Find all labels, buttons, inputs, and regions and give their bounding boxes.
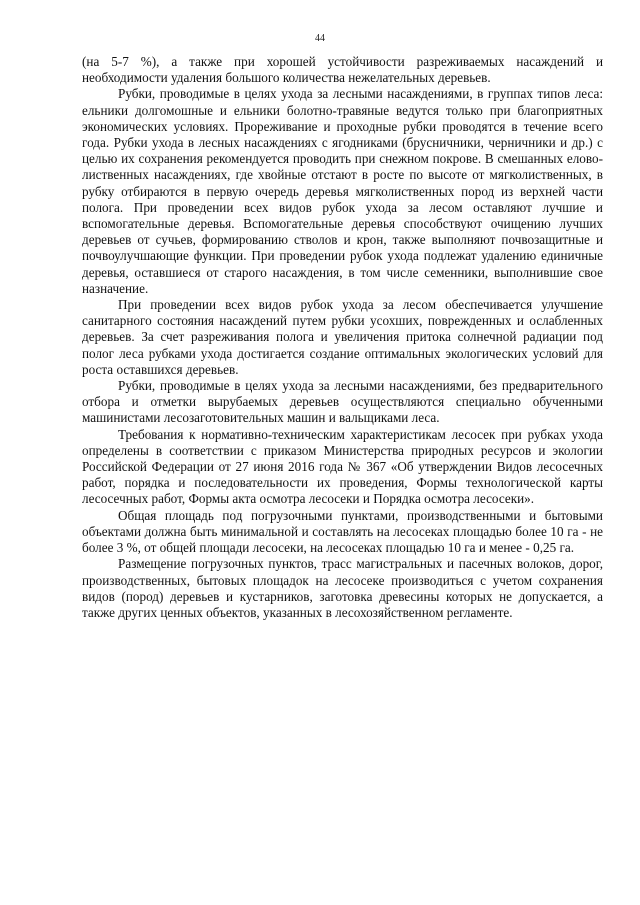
paragraph-site-placement: Размещение погрузочных пунктов, трасс магистральных и пасечных волоков, дорог, производственных, бытовых площадок на лесосеке производиться с учетом сохранения видов (пород) деревьев и кустарников, заготовка древесины которых не допускается, а также других ценных объектов, указанных в лесохозяйственном регламенте. [82, 556, 603, 620]
paragraph-continuation: (на 5-7 %), а также при хорошей устойчивости разреживаемых насаждений и необходимости удаления большого количества нежелательных деревьев. [82, 54, 603, 86]
paragraph-sanitary-improvement: При проведении всех видов рубок ухода за лесом обеспечивается улучшение санитарного состояния насаждений путем рубки усохших, поврежденных и ослабленных деревьев. За счет разреживания полога и увеличения притока солнечной радиации под полог леса рубками ухода достигается создание оптимальных экологических условий для роста оставшихся деревьев. [82, 297, 603, 377]
paragraph-spruce-forest-thinning: Рубки, проводимые в целях ухода за лесными насаждениями, в группах типов леса: ельники долгомошные и ельники болотно-травяные ведутся только при благоприятных экономических условиях. Прореживание и проходные рубки проводятся в течение всего года. Рубки ухода в лесных насаждениях с ягодниками (брусничники, черничники и др.) с целью их сохранения рекомендуется проводить при снежном покрове. В смешанных елово-лиственных насаждениях, где хвойные отстают в росте по высоте от мягколиственных, в рубку отбираются в первую очередь деревья мягколиственных пород из верхней части полога. При проведении всех видов рубок ухода за лесом оставляют лучшие и вспомогательные деревья. Вспомогательные деревья способствуют очищению лучших деревьев от сучьев, формированию стволов и крон, также выполняют почвозащитные и почвоулучшающие функции. При проведении рубок ухода подлежат удалению единичные деревья, оставшиеся от старого насаждения, в том числе семенники, выполнившие свое назначение. [82, 86, 603, 296]
document-body [82, 54, 603, 621]
page-number: 44 [315, 33, 325, 44]
paragraph-trained-operators: Рубки, проводимые в целях ухода за лесными насаждениями, без предварительного отбора и отметки вырубаемых деревьев осуществляются специально обученными машинистами лесозаготовительных машин и вальщиками леса. [82, 378, 603, 426]
paragraph-regulatory-requirements: Требования к нормативно-техническим характеристикам лесосек при рубках ухода определены в соответствии с приказом Министерства природных ресурсов и экологии Российской Федерации от 27 июня 2016 года № 367 «Об утверждении Видов лесосечных работ, порядка и последовательности их проведения, Формы технологической карты лесосечных работ, Формы акта осмотра лесосеки и Порядка осмотра лесосеки». [82, 426, 603, 507]
paragraph-area-limits: Общая площадь под погрузочными пунктами, производственными и бытовыми объектами должна быть минимальной и составлять на лесосеках площадью более 10 га - не более 3 %, от общей площади лесосеки, на лесосеках площадью 10 га и менее - 0,25 га. [82, 507, 603, 556]
